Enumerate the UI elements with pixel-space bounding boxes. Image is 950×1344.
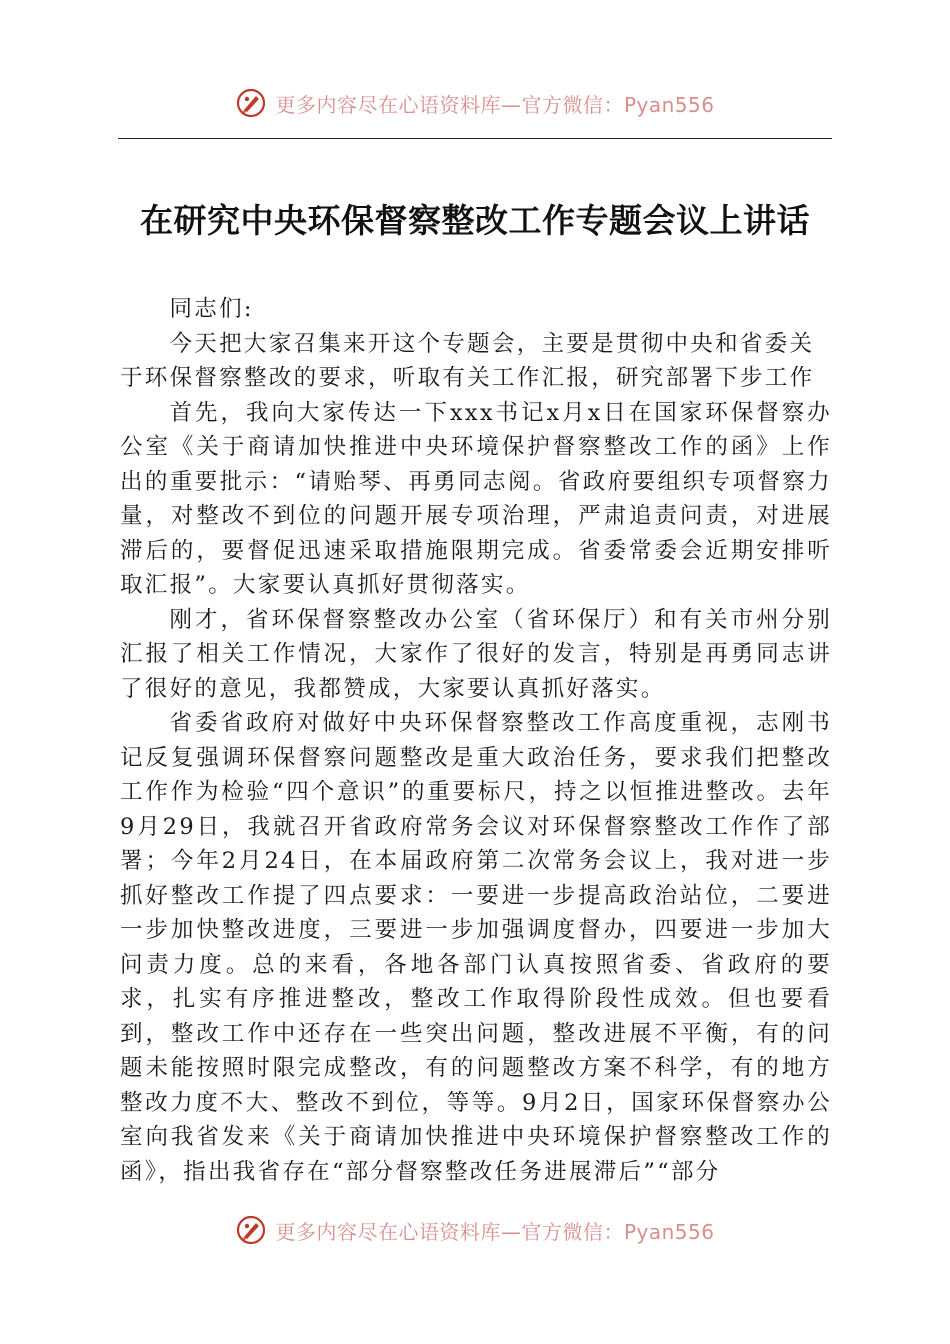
header-watermark — [0, 83, 950, 123]
salutation: 同志们: — [169, 296, 254, 322]
watermark-text: 更多内容尽在心语资料库—官方微信：Pyan556 — [275, 1219, 715, 1244]
footer-watermark — [0, 1210, 950, 1250]
pen-seal-logo-icon — [235, 87, 267, 119]
watermark-text: 更多内容尽在心语资料库—官方微信：Pyan556 — [275, 92, 715, 117]
document-title: 在研究中央环保督察整改工作专题会议上讲话 — [140, 201, 810, 240]
header-divider — [118, 138, 832, 139]
document-body — [120, 292, 832, 1189]
paragraph: 刚才，省环保督察整改办公室（省环保厅）和有关市州分别汇报了相关工作情况，大家作了很好的发言，特别是再勇同志讲了很好的意见，我都赞成，大家要认真抓好落实。 — [120, 606, 832, 702]
paragraph: 于环保督察整改的要求，听取有关工作汇报，研究部署下步工作 — [120, 365, 815, 391]
paragraph: 首先，我向大家传达一下xxx书记x月x日在国家环保督察办公室《关于商请加快推进中央环境保护督察整改工作的函》上作出的重要批示：“请贻琴、再勇同志阅。省政府要组织专项督察力量，对整改不到位的问题开展专项治理，严肃追责问责，对进展滞后的，要督促迅速采取措施限期完成。省委常委会近期安排听取汇报”。大家要认真抓好贯彻落实。 — [120, 399, 832, 598]
pen-seal-logo-icon — [235, 1214, 267, 1246]
paragraph: 省委省政府对做好中央环保督察整改工作高度重视，志刚书记反复强调环保督察问题整改是重大政治任务，要求我们把整改工作作为检验“四个意识”的重要标尺，持之以恒推进整改。去年9月29日，我就召开省政府常务会议对环保督察整改工作作了部署；今年2月24日，在本届政府第二次常务会议上，我对进一步抓好整改工作提了四点要求：一要进一步提高政治站位，二要进一步加快整改进度，三要进一步加强调度督办，四要进一步加大问责力度。总的来看，各地各部门认真按照省委、省政府的要求，扎实有序推进整改，整改工作取得阶段性成效。但也要看到，整改工作中还存在一些突出问题，整改进展不平衡，有的问题未能按照时限完成整改，有的问题整改方案不科学，有的地方整改力度不大、整改不到位，等等。9月2日，国家环保督察办公室向我省发来《关于商请加快推进中央环境保护督察整改工作的函》，指出我省存在“部分督察整改任务进展滞后”“部分 — [120, 710, 832, 1185]
paragraph: 今天把大家召集来开这个专题会，主要是贯彻中央和省委关 — [169, 330, 815, 357]
